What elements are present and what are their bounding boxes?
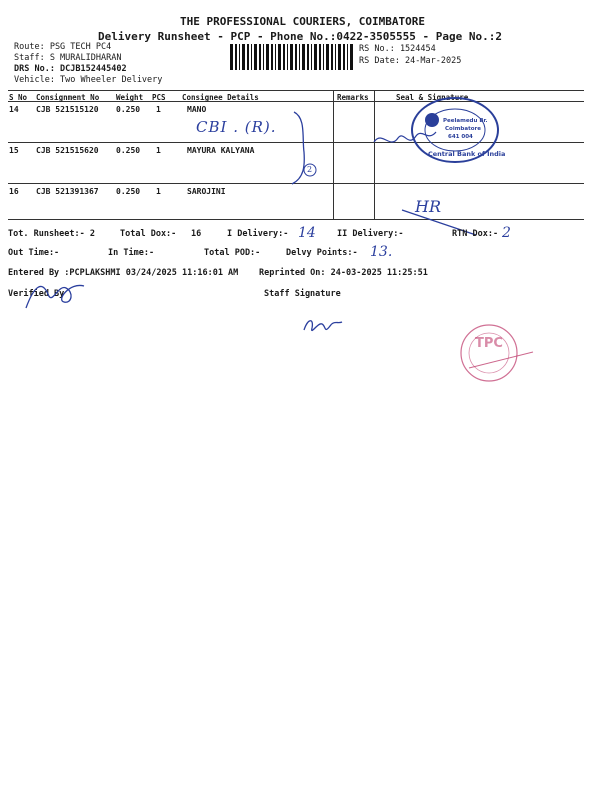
rtn-dox-value: 2 [502,225,511,241]
vehicle-label: Vehicle: Two Wheeler Delivery [14,75,163,85]
barcode-bar [307,44,309,70]
barcode-bar [343,44,345,70]
bank-stamp-ring: Central Bank of India [428,150,506,158]
i-delivery-label: I Delivery:- [227,229,289,239]
table-bottom-line [8,219,584,220]
bank-stamp-line1: Peelamedu Br. [443,118,488,124]
barcode-bar [242,44,245,70]
reprinted-on: Reprinted On: 24-03-2025 11:25:51 [259,268,428,278]
row-pcs: 1 [156,187,161,196]
barcode-bar [323,44,324,70]
barcode-bar [230,44,233,70]
i-delivery-value: 14 [298,225,316,241]
delvy-points-label: Delvy Points:- [286,248,358,258]
row-consignment: CJB 521391367 [36,187,99,196]
staff-signature-label: Staff Signature [264,289,341,299]
col-header-pcs: PCS [152,93,166,102]
row-pcs: 1 [156,146,161,155]
column-divider [333,90,334,219]
ii-delivery-label: II Delivery:- [337,229,404,239]
barcode-bar [259,44,261,70]
col-header-consignee: Consignee Details [182,93,259,102]
barcode-bar [299,44,300,70]
barcode-bar [287,44,288,70]
col-header-weight: Weight [116,93,144,102]
barcode-bar [283,44,285,70]
barcode-bar [275,44,276,70]
bank-stamp-line3: 641 004 [448,134,473,140]
row-pcs: 1 [156,105,161,114]
barcode-bar [338,44,341,70]
handwritten-note-hr: HR [415,197,441,216]
barcode-bar [263,44,264,70]
barcode-bar [311,44,312,70]
bank-stamp [410,96,506,164]
barcode-bar [239,44,240,70]
barcode-bar [271,44,273,70]
row-consignee: MAYURA KALYANA [187,146,255,155]
barcode-bar [326,44,329,70]
rtn-dox-label: RTN Dox:- [452,229,499,239]
bank-stamp-line2: Coimbatore [445,126,481,132]
out-time-label: Out Time:- [8,248,60,258]
handwritten-bracket [280,108,320,188]
row-weight: 0.250 [116,146,141,155]
barcode-bar [251,44,252,70]
barcode-bar [350,44,353,70]
route-label: Route: PSG TECH PC4 [14,42,112,52]
drs-number: DRS No.: DCJB152445402 [14,64,127,74]
staff-signature [300,310,350,340]
barcode-bar [314,44,317,70]
total-dox-value: 16 [191,229,202,239]
entered-by: Entered By :PCPLAKSHMI 03/24/2025 11:16:01 AM [8,268,239,278]
col-header-consignment: Consignment No [36,93,100,102]
barcode-bar [254,44,257,70]
verified-by: Verified By [8,289,65,299]
barcode-bar [319,44,321,70]
row-consignment: CJB 521515120 [36,105,99,114]
tpc-stamp [455,322,535,384]
rs-number: RS No.: 1524454 [359,44,436,54]
col-header-sno: S No [9,93,28,102]
barcode-bar [290,44,293,70]
row-weight: 0.250 [116,105,141,114]
delvy-points-value: 13. [370,244,393,260]
barcode-bar [302,44,305,70]
row-consignment: CJB 521515620 [36,146,99,155]
barcode-bar [266,44,269,70]
handwritten-bracket-count: 2 [307,165,313,174]
handwritten-note-cbi: CBI . (R). [196,118,277,136]
tot-runsheet: Tot. Runsheet:- 2 [8,229,95,239]
barcode-bar [247,44,249,70]
company-title: THE PROFESSIONAL COURIERS, COIMBATORE [180,15,426,28]
row-sno: 16 [9,187,19,196]
barcode-bar [335,44,336,70]
in-time-label: In Time:- [108,248,155,258]
barcode-bar [235,44,237,70]
row-weight: 0.250 [116,187,141,196]
row-sno: 14 [9,105,19,114]
total-pod-label: Total POD:- [204,248,261,258]
row-consignee: SAROJINI [187,187,226,196]
barcode-bar [347,44,348,70]
verified-signature [20,276,90,316]
runsheet-title: Delivery Runsheet - PCP - Phone No.:0422-3505555 - Page No.:2 [98,30,502,43]
col-header-remarks: Remarks [337,93,369,102]
barcode-bar [278,44,281,70]
table-top-line [8,90,584,91]
tpc-stamp-text: TPC [475,336,503,351]
row-consignee: MANO [187,105,207,114]
col-header-seal: Seal & Signature [396,93,469,102]
barcode-bar [295,44,297,70]
barcode [230,44,354,70]
rs-date: RS Date: 24-Mar-2025 [359,56,462,66]
row-sno: 15 [9,146,19,155]
staff-label: Staff: S MURALIDHARAN [14,53,122,63]
total-dox-label: Total Dox:- [120,229,177,239]
barcode-bar [331,44,333,70]
